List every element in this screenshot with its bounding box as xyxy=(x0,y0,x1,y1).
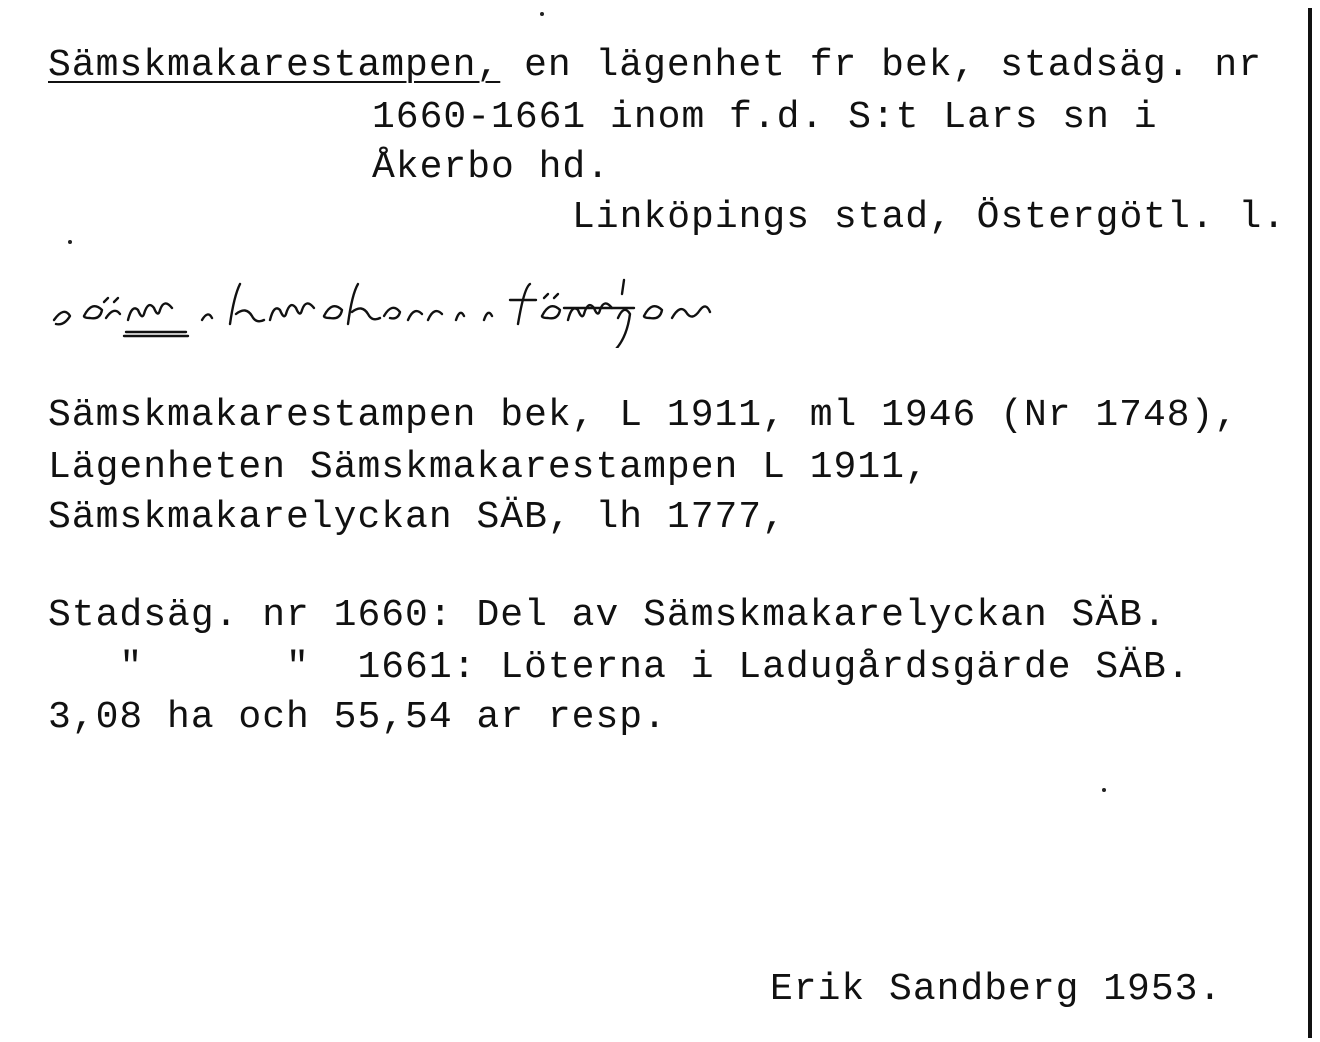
heading-description: en lägenhet fr bek, stadsäg. nr xyxy=(500,44,1262,87)
note-line-3: 3,08 ha och 55,54 ar resp. xyxy=(48,696,667,739)
signature: Erik Sandberg 1953. xyxy=(770,968,1223,1011)
handwritten-phonetic-transcription xyxy=(44,258,864,348)
ink-speck xyxy=(540,12,544,16)
heading-line-4: Linköpings stad, Östergötl. l. xyxy=(572,196,1287,239)
form-line-3: Sämskmakarelyckan SÄB, lh 1777, xyxy=(48,496,786,539)
ink-speck xyxy=(68,240,72,244)
headword: Sämskmakarestampen, xyxy=(48,44,501,87)
heading-line-2: 1660-1661 inom f.d. S:t Lars sn i xyxy=(372,96,1158,139)
card-edge-border xyxy=(1308,8,1312,1038)
form-line-1: Sämskmakarestampen bek, L 1911, ml 1946 (Nr 1748), xyxy=(48,394,1239,437)
heading-line-1 xyxy=(48,44,1262,88)
heading-line-3: Åkerbo hd. xyxy=(372,146,611,189)
ink-speck xyxy=(1102,788,1106,792)
form-line-2: Lägenheten Sämskmakarestampen L 1911, xyxy=(48,446,929,489)
note-line-1: Stadsäg. nr 1660: Del av Sämskmakarelyckan SÄB. xyxy=(48,594,1167,637)
note-line-2: " " 1661: Löterna i Ladugårdsgärde SÄB. xyxy=(48,646,1191,689)
